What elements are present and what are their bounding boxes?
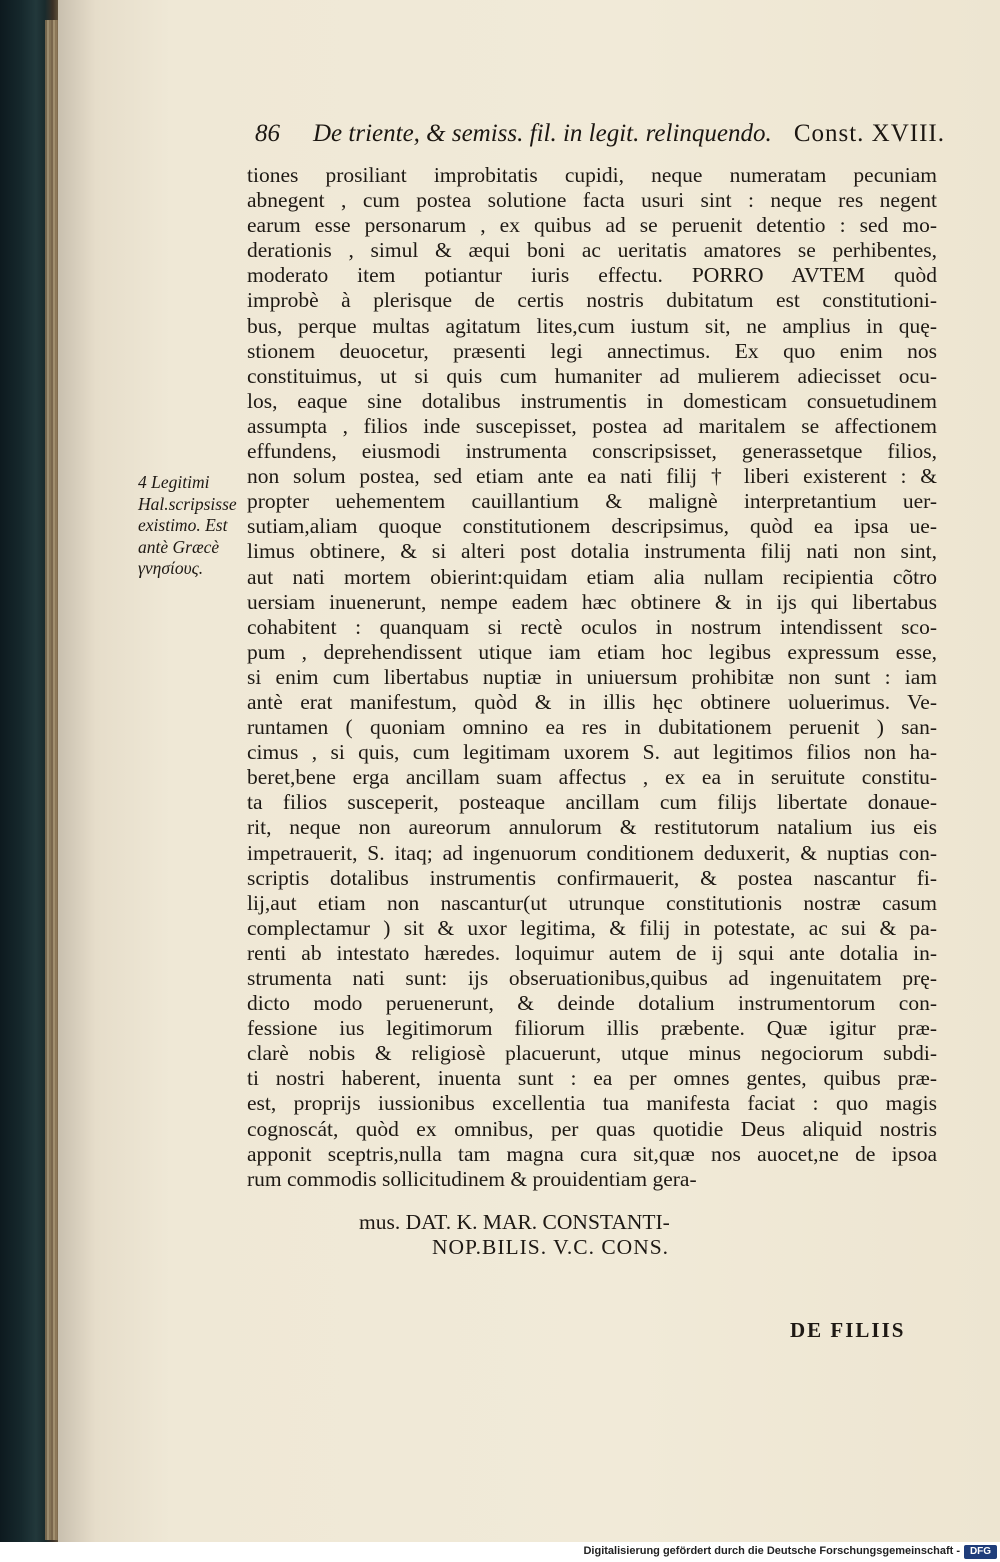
page-edges bbox=[45, 20, 59, 1540]
text-line: tiones prosiliant improbitatis cupidi, neque numeratam pecuniam bbox=[247, 163, 937, 187]
dateline bbox=[302, 1210, 922, 1260]
text-line: clarè nobis & religiosè placuerunt, utque minus negociorum subdi- bbox=[247, 1041, 937, 1066]
text-line: scriptis dotalibus instrumentis confirmauerit, & postea nascantur fi- bbox=[247, 865, 937, 890]
page-number: 86 bbox=[255, 120, 280, 147]
text-line: impetrauerit, S. itaq; ad ingenuorum conditionem deduxerit, & nuptias con- bbox=[247, 840, 937, 865]
running-header bbox=[255, 118, 945, 154]
text-line: limus obtinere, & si alteri post dotalia instrumenta filij nati non sint, bbox=[247, 539, 937, 564]
marginal-note-line: γνησίους. bbox=[138, 558, 204, 578]
dfg-logo: DFG bbox=[964, 1545, 997, 1559]
text-line: pum , deprehendissent utique iam etiam hoc legibus expressum esse, bbox=[247, 639, 937, 664]
body-text bbox=[247, 163, 937, 1192]
text-line: derationis , simul & æqui boni ac ueritatis amatores se perhibentes, bbox=[247, 238, 937, 263]
constitution-number: Const. XVIII. bbox=[793, 120, 945, 147]
text-line: stionem deuocetur, præsenti legi annectimus. Ex quo enim nos bbox=[247, 338, 937, 363]
text-line: abnegent , cum postea solutione facta usuri sint : neque res negent bbox=[247, 188, 937, 213]
text-line: non solum postea, sed etiam ante ea nati filij † liberi existerent : & bbox=[247, 464, 937, 489]
text-line: assumpta , filios inde suscepisset, postea ad maritalem se affectionem bbox=[247, 413, 937, 438]
footer-bar bbox=[0, 1542, 1000, 1562]
catchword: DE FILIIS bbox=[790, 1318, 906, 1342]
text-line: complectamur ) sit & uxor legitima, & filij in potestate, ac sui & pa- bbox=[247, 915, 937, 940]
text-line: uersiam inuenerunt, nempe eadem hæc obtinere & in ijs qui libertabus bbox=[247, 589, 937, 614]
marginal-note-line: 4 Legitimi bbox=[138, 472, 210, 492]
text-line: propter uehementem cauillantium & malignè interpretantium uer- bbox=[247, 489, 937, 514]
text-line: improbè à plerisque de certis nostris dubitatum est constitutioni- bbox=[247, 288, 937, 313]
text-line: rit, neque non aureorum annulorum & restitutorum natalium ius eis bbox=[247, 815, 937, 840]
marginal-note-line: Hal.scripsisse bbox=[138, 493, 237, 514]
running-title: De triente, & semiss. fil. in legit. relinquendo. bbox=[313, 120, 772, 147]
text-line: cognoscát, quòd ex omnibus, per quas quotidie Deus aliquid nostris bbox=[247, 1116, 937, 1141]
dateline-line: mus. DAT. K. MAR. CONSTANTI- bbox=[359, 1210, 670, 1234]
text-line: si enim cum libertabus nuptiæ in uniuersum prohibitæ non sunt : iam bbox=[247, 664, 937, 689]
text-line: ta filios susceperit, posteaque ancillam cum filijs libertate donaue- bbox=[247, 790, 937, 815]
dateline-line: NOP.BILIS. V.C. CONS. bbox=[432, 1235, 670, 1259]
marginal-note-line: antè Græcè bbox=[138, 536, 220, 557]
text-line: cimus , si quis, cum legitimam uxorem S. aut legitimos filios non ha- bbox=[247, 740, 937, 765]
marginal-note bbox=[138, 472, 248, 580]
text-line: fessione ius legitimorum filiorum illis præbente. Quæ igitur præ- bbox=[247, 1016, 937, 1041]
text-line: est, proprijs iussionibus excellentia tua manifesta faciat : quo magis bbox=[247, 1091, 937, 1116]
text-line: bus, perque multas agitatum lites,cum iustum sit, ne amplius in quę- bbox=[247, 313, 937, 338]
text-line: sutiam,aliam quoque constitutionem descripsimus, quòd ea ipsa ue- bbox=[247, 514, 937, 539]
text-line: cohabitent : quanquam si rectè oculos in nostrum intendissent sco- bbox=[247, 614, 937, 639]
text-line: antè erat manifestum, quòd & in illis hęc obtinere uoluerimus. Ve- bbox=[247, 689, 937, 714]
digitization-note: Digitalisierung gefördert durch die Deutsche Forschungsgemeinschaft - bbox=[583, 1545, 960, 1557]
text-line: ti nostri haberent, inuenta sunt : ea per omnes gentes, quibus præ- bbox=[247, 1066, 937, 1091]
text-line: dicto modo peruenerunt, & deinde dotalium instrumentorum con- bbox=[247, 991, 937, 1016]
text-line: effundens, eiusmodi instrumenta conscripsisset, generassetque filios, bbox=[247, 439, 937, 464]
text-line: lij,aut etiam non nascantur(ut utrunque constitutionis nostræ casum bbox=[247, 890, 937, 915]
text-line: renti ab intestato hæredes. loquimur autem de ij squi ante dotalia in- bbox=[247, 940, 937, 965]
text-line: beret,bene erga ancillam suam affectus , ex ea in seruitute constitu- bbox=[247, 765, 937, 790]
text-line: aut nati mortem obierint:quidam etiam alia nullam recipientia cõtro bbox=[247, 564, 937, 589]
text-line: runtamen ( quoniam omnino ea res in dubitationem peruenit ) san- bbox=[247, 715, 937, 740]
marginal-note-line: existimo. Est bbox=[138, 515, 228, 535]
text-line: los, eaque sine dotalibus instrumentis in domesticam consuetudinem bbox=[247, 388, 937, 413]
text-line: strumenta nati sunt: ijs obseruationibus,quibus ad ingenuitatem prę- bbox=[247, 966, 937, 990]
text-line: apponit sceptris,nulla tam magna cura sit,quæ nos auocet,ne de ipsoa bbox=[247, 1141, 937, 1166]
text-line: moderato item potiantur iuris effectu. PORRO AVTEM quòd bbox=[247, 263, 937, 288]
text-line: constituimus, ut si quis cum humaniter ad mulierem adiecisset ocu- bbox=[247, 363, 937, 388]
text-line: rum commodis sollicitudinem & prouidentiam gera- bbox=[247, 1166, 697, 1191]
text-line: earum esse personarum , ex quibus ad se peruenit detentio : sed mo- bbox=[247, 213, 937, 238]
